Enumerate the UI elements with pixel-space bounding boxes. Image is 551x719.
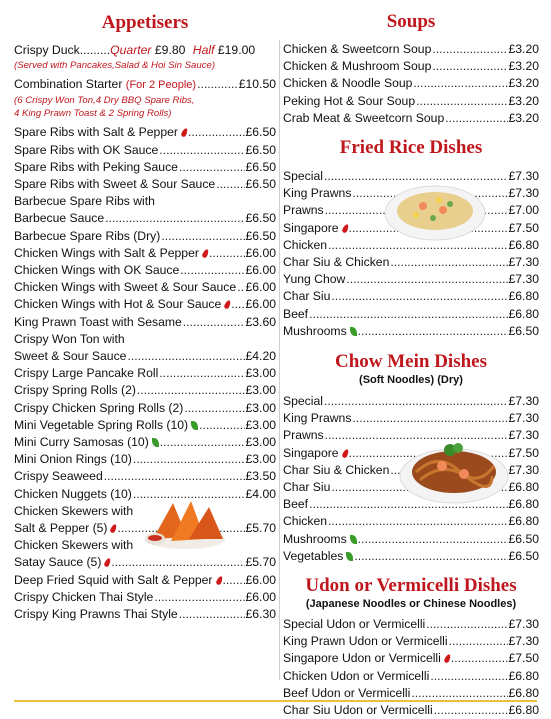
leader-dots: [216, 176, 244, 193]
menu-item-vegetables: [283, 548, 539, 565]
appetisers-list-2: [14, 210, 276, 330]
menu-item-chicken-udon-or-vermicelli: [283, 668, 539, 685]
menu-item-price: £3.60: [245, 314, 276, 329]
menu-item-price: £6.00: [245, 297, 276, 312]
leader-dots: [309, 306, 507, 323]
appetisers-title: Appetisers: [101, 12, 189, 33]
menu-item-name: Singapore Udon or Vermicelli: [283, 651, 441, 666]
menu-item-price: £4.00: [245, 486, 276, 501]
leader-dots: [434, 702, 508, 719]
leader-dots: [161, 228, 244, 245]
udon-subtitle: (Japanese Noodles or Chinese Noodles): [305, 598, 517, 611]
menu-item-price: £7.50: [508, 651, 539, 666]
menu-item-crispy-large-pancake-roll: [14, 365, 276, 382]
menu-item-name: Char Siu & Chicken: [283, 462, 390, 477]
menu-item-name: Special: [283, 169, 323, 184]
menu-item-beef: [283, 306, 539, 323]
menu-item-price: £7.00: [508, 203, 539, 218]
leader-dots: [111, 554, 244, 571]
menu-item-name: Mini Vegetable Spring Rolls (10): [14, 417, 189, 432]
menu-item-price: £6.50: [508, 548, 539, 563]
menu-item-price: £7.30: [508, 394, 539, 409]
menu-item-price: £3.00: [245, 452, 276, 467]
menu-item-chicken-sweetcorn-soup: [283, 41, 539, 58]
samosa-photo: [143, 495, 228, 551]
menu-item-spare-ribs-with-salt-pepper: [14, 124, 276, 141]
leader-dots: [358, 531, 508, 548]
menu-item-spare-ribs-with-ok-sauce: [14, 142, 276, 159]
leader-dots: [199, 417, 244, 434]
menu-item-price: £6.80: [508, 668, 539, 683]
leader-dots: [180, 262, 244, 279]
vegetarian-leaf-icon: [350, 327, 357, 336]
menu-item-name: Crab Meat & Sweetcorn Soup: [283, 110, 445, 125]
menu-item-name: Chicken Wings with Sweet & Sour Sauce: [14, 280, 237, 295]
menu-item-price: £6.50: [245, 211, 276, 226]
menu-item-name: Crispy Chicken Thai Style: [14, 589, 154, 604]
menu-item-name: Yung Chow: [283, 272, 346, 287]
menu-item-price: £3.20: [508, 59, 539, 74]
leader-dots: [358, 323, 508, 340]
column-divider: [279, 40, 280, 680]
leader-dots: [209, 245, 245, 262]
menu-item-name: Crispy Seaweed: [14, 469, 103, 484]
menu-item-name: Mushrooms: [283, 323, 347, 338]
leader-dots: [354, 548, 507, 565]
leader-dots: [127, 348, 244, 365]
menu-item-name: Beef: [283, 497, 309, 512]
leader-dots: [324, 393, 508, 410]
menu-item-name: Singapore: [283, 220, 339, 235]
vegetarian-leaf-icon: [152, 438, 159, 447]
chow-mein-subtitle: (Soft Noodles) (Dry): [359, 374, 463, 387]
skewers-line-2: Chicken Skewers with: [14, 538, 134, 553]
menu-item-name: Crispy Chicken Spring Rolls (2): [14, 400, 184, 415]
menu-item-special: [283, 393, 539, 410]
skewers-line-1: Chicken Skewers with: [14, 503, 134, 518]
menu-item-price: £6.50: [245, 125, 276, 140]
menu-item-mini-curry-samosas-10: [14, 434, 276, 451]
menu-item-name: King Prawns: [283, 411, 352, 426]
menu-item-name: Beef Udon or Vermicelli: [283, 685, 411, 700]
leader-dots: [159, 142, 244, 159]
leader-dots: [179, 606, 245, 623]
menu-item-name: Chicken Udon or Vermicelli: [283, 668, 430, 683]
menu-item-name: Chicken & Noodle Soup: [283, 76, 413, 91]
menu-item-chicken-wings-with-ok-sauce: [14, 262, 276, 279]
menu-item-name: Char Siu & Chicken: [283, 255, 390, 270]
menu-item-price: £6.50: [245, 177, 276, 192]
menu-item-name: Special: [283, 394, 323, 409]
leader-dots: [426, 616, 507, 633]
menu-item-name: Special Udon or Vermicelli: [283, 617, 426, 632]
leader-dots: [133, 451, 245, 468]
menu-item-name: Chicken Nuggets (10): [14, 486, 132, 501]
menu-item-name: Mushrooms: [283, 531, 347, 546]
menu-item-name: Sweet & Sour Sauce: [14, 349, 127, 364]
leader-dots: [154, 589, 244, 606]
menu-item-price: £6.30: [245, 607, 276, 622]
menu-item-char-siu: [283, 288, 539, 305]
menu-item-name: Spare Ribs with Sweet & Sour Sauce: [14, 177, 216, 192]
menu-item-price: £5.70: [245, 555, 276, 570]
menu-item-name: Char Siu Udon or Vermicelli: [283, 703, 433, 718]
menu-item-name: Mini Curry Samosas (10): [14, 435, 149, 450]
chow-mein-photo: [398, 436, 510, 506]
menu-item-name: Crispy Spring Rolls (2): [14, 383, 136, 398]
menu-item-crispy-chicken-thai-style: [14, 589, 276, 606]
half-price: £19.00: [217, 43, 256, 57]
menu-item-peking-hot-sour-soup: [283, 93, 539, 110]
menu-item-chicken-noodle-soup: [283, 75, 539, 92]
right-column: [283, 0, 539, 719]
leader-dots: [137, 382, 245, 399]
combination-row: [14, 76, 276, 94]
menu-item-name: Crispy King Prawns Thai Style: [14, 607, 178, 622]
leader-dots: [188, 124, 245, 141]
combination-note-1: (6 Crispy Won Ton,4 Dry BBQ Spare Ribs,: [14, 95, 195, 107]
leader-dots: [160, 434, 245, 451]
menu-item-price: £7.30: [508, 272, 539, 287]
menu-item-price: £3.50: [245, 469, 276, 484]
skewers-satay: [14, 554, 276, 571]
menu-item-price: £3.00: [245, 366, 276, 381]
menu-item-name: Prawns: [283, 203, 324, 218]
leader-dots: [432, 58, 507, 75]
menu-item-price: £4.20: [245, 349, 276, 364]
menu-item-deep-fried-squid-with-salt-pepper: [14, 572, 276, 589]
menu-item-name: Singapore: [283, 445, 339, 460]
combination-note-2: 4 King Prawn Toast & 2 Spring Rolls): [14, 108, 172, 120]
menu-item-name: Chicken & Sweetcorn Soup: [283, 42, 432, 56]
menu-item-mushrooms: [283, 531, 539, 548]
menu-item-mini-vegetable-spring-rolls-10: [14, 417, 276, 434]
vegetarian-leaf-icon: [191, 421, 198, 430]
menu-item-price: £3.00: [245, 400, 276, 415]
menu-item-price: £6.00: [245, 280, 276, 295]
menu-item-name: Mini Onion Rings (10): [14, 452, 132, 467]
menu-item-price: £6.80: [508, 514, 539, 529]
menu-item-name: Barbecue Spare Ribs (Dry): [14, 228, 161, 243]
menu-item-name: Chicken & Mushroom Soup: [283, 59, 432, 74]
crispy-duck-row: Crispy Duck.........Quarter £9.80 Half £19.00: [14, 43, 256, 57]
menu-item-name: Chicken Wings with Salt & Pepper: [14, 245, 199, 260]
menu-item-price: £6.80: [508, 289, 539, 304]
vegetarian-leaf-icon: [350, 535, 357, 544]
leader-dots: [451, 650, 508, 667]
combination-name: Combination Starter: [14, 77, 123, 92]
leader-dots: [223, 572, 245, 589]
menu-item-price: £3.00: [245, 417, 276, 432]
menu-item-price: £6.50: [508, 531, 539, 546]
wonton-line: Crispy Won Ton with: [14, 331, 125, 346]
menu-item-mini-onion-rings-10: [14, 451, 276, 468]
combination-price: £10.50: [238, 77, 276, 92]
menu-item-char-siu-udon-or-vermicelli: [283, 702, 539, 719]
menu-item-chicken-wings-with-hot-sour-sauce: [14, 296, 276, 313]
menu-item-price: £7.30: [508, 617, 539, 632]
menu-item-yung-chow: [283, 271, 539, 288]
menu-item-price: £7.30: [508, 428, 539, 443]
crispy-duck-note: (Served with Pancakes,Salad & Hoi Sin Sauce): [14, 60, 216, 72]
quarter-price: £9.80: [154, 43, 186, 57]
menu-item-name: Barbecue Sauce: [14, 211, 105, 226]
menu-item-name: Char Siu: [283, 480, 331, 495]
menu-item-name: Chicken: [283, 514, 328, 529]
leader-dots: [432, 41, 507, 58]
menu-item-name: Char Siu: [283, 289, 331, 304]
fried-rice-title: Fried Rice Dishes: [339, 137, 483, 159]
menu-item-satay-sauce-5: [14, 554, 276, 571]
leader-dots: [184, 400, 244, 417]
menu-item-price: £6.00: [245, 263, 276, 278]
bottom-rule: [14, 700, 537, 702]
soups-title: Soups: [386, 11, 436, 32]
leader-dots: [416, 93, 507, 110]
udon-title: Udon or Vermicelli Dishes: [305, 575, 517, 597]
menu-item-price: £6.50: [245, 142, 276, 157]
leader-dots: [346, 271, 507, 288]
menu-item-crab-meat-sweetcorn-soup: [283, 110, 539, 127]
leader-dots: [104, 468, 245, 485]
menu-item-mushrooms: [283, 323, 539, 340]
menu-item-price: £7.30: [508, 169, 539, 184]
combination-people: (For 2 People): [125, 79, 197, 92]
menu-item-price: £6.80: [508, 480, 539, 495]
menu-item-name: Salt & Pepper (5): [14, 521, 108, 536]
half-label: Half: [192, 43, 215, 57]
menu-item-price: £3.20: [508, 110, 539, 125]
menu-item-name: Beef: [283, 306, 309, 321]
leader-dots: [449, 633, 508, 650]
appetisers-list-4: [14, 572, 276, 624]
vegetarian-leaf-icon: [346, 552, 353, 561]
fried-rice-photo: [383, 180, 488, 242]
quarter-label: Quarter: [110, 43, 152, 57]
menu-item-crispy-spring-rolls-2: [14, 382, 276, 399]
menu-item-crispy-chicken-spring-rolls-2: [14, 400, 276, 417]
menu-item-name: Chicken: [283, 237, 328, 252]
leader-dots: [390, 254, 507, 271]
menu-item-name: Peking Hot & Sour Soup: [283, 93, 416, 108]
appetisers-list-3: [14, 348, 276, 503]
menu-item-barbecue-spare-ribs-dry: [14, 228, 276, 245]
menu-item-name: Spare Ribs with OK Sauce: [14, 142, 159, 157]
menu-item-king-prawn-toast-with-sesame: [14, 314, 276, 331]
menu-item-sweet-sour-sauce: [14, 348, 276, 365]
menu-item-name: Chicken Wings with OK Sauce: [14, 263, 180, 278]
udon-list: [283, 616, 539, 719]
leader-dots: [237, 279, 244, 296]
menu-item-name: Satay Sauce (5): [14, 555, 102, 570]
menu-item-char-siu-chicken: [283, 254, 539, 271]
menu-item-singapore-udon-or-vermicelli: [283, 650, 539, 667]
leader-dots: [105, 210, 244, 227]
chow-mein-title: Chow Mein Dishes: [334, 351, 487, 373]
menu-item-price: £7.50: [508, 445, 539, 460]
menu-item-price: £3.20: [508, 76, 539, 91]
menu-item-price: £5.70: [245, 521, 276, 536]
menu-item-name: Vegetables: [283, 548, 344, 563]
leader-dots: [159, 365, 244, 382]
menu-item-spare-ribs-with-sweet-sour-sauce: [14, 176, 276, 193]
menu-item-name: Prawns: [283, 428, 324, 443]
menu-item-price: £6.50: [245, 228, 276, 243]
menu-item-name: King Prawn Toast with Sesame: [14, 314, 182, 329]
soups-list: [283, 41, 539, 127]
menu-item-crispy-king-prawns-thai-style: [14, 606, 276, 623]
menu-item-price: £7.50: [508, 220, 539, 235]
crispy-duck-name: Crispy Duck: [14, 43, 80, 57]
menu-item-spare-ribs-with-peking-sauce: [14, 159, 276, 176]
menu-item-chicken-mushroom-soup: [283, 58, 539, 75]
menu-item-barbecue-sauce: [14, 210, 276, 227]
menu-item-price: £6.80: [508, 685, 539, 700]
leader-dots: [352, 410, 507, 427]
menu-item-price: £3.20: [508, 42, 539, 56]
menu-item-price: £6.50: [508, 323, 539, 338]
menu-item-name: Crispy Large Pancake Roll: [14, 366, 159, 381]
menu-item-price: £6.80: [508, 497, 539, 512]
menu-item-chicken-wings-with-salt-pepper: [14, 245, 276, 262]
menu-item-price: £6.50: [245, 159, 276, 174]
menu-item-name: Chicken Wings with Hot & Sour Sauce: [14, 297, 222, 312]
menu-item-king-prawn-udon-or-vermicelli: [283, 633, 539, 650]
leader-dots: [179, 159, 245, 176]
menu-item-price: £7.30: [508, 634, 539, 649]
menu-item-name: Deep Fried Squid with Salt & Pepper: [14, 572, 213, 587]
menu-item-price: £6.00: [245, 589, 276, 604]
leader-dots: [183, 314, 245, 331]
leader-dots: [331, 288, 507, 305]
menu-item-crispy-seaweed: [14, 468, 276, 485]
leader-dots: [328, 513, 507, 530]
menu-item-name: King Prawns: [283, 186, 352, 201]
menu-item-price: £3.00: [245, 435, 276, 450]
menu-item-price: £3.20: [508, 93, 539, 108]
leader-dots: [413, 75, 507, 92]
menu-item-name: King Prawn Udon or Vermicelli: [283, 634, 448, 649]
menu-item-king-prawns: [283, 410, 539, 427]
menu-item-chicken: [283, 513, 539, 530]
menu-item-price: £6.80: [508, 703, 539, 718]
appetisers-list-1: [14, 124, 276, 193]
menu-item-price: £7.30: [508, 462, 539, 477]
menu-item-price: £7.30: [508, 411, 539, 426]
menu-item-chicken-wings-with-sweet-sour-sauce: [14, 279, 276, 296]
leader-dots: [231, 296, 244, 313]
menu-item-special-udon-or-vermicelli: [283, 616, 539, 633]
menu-item-price: £6.80: [508, 237, 539, 252]
menu-item-name: Spare Ribs with Peking Sauce: [14, 159, 178, 174]
menu-item-name: Spare Ribs with Salt & Pepper: [14, 125, 178, 140]
menu-item-price: £6.00: [245, 245, 276, 260]
menu-item-price: £7.30: [508, 255, 539, 270]
bbq-line: Barbecue Spare Ribs with: [14, 194, 155, 209]
leader-dots: [430, 668, 507, 685]
menu-item-price: £6.00: [245, 572, 276, 587]
leader-dots: [445, 110, 507, 127]
menu-item-price: £6.80: [508, 306, 539, 321]
menu-item-price: £3.00: [245, 383, 276, 398]
menu-item-price: £7.30: [508, 186, 539, 201]
